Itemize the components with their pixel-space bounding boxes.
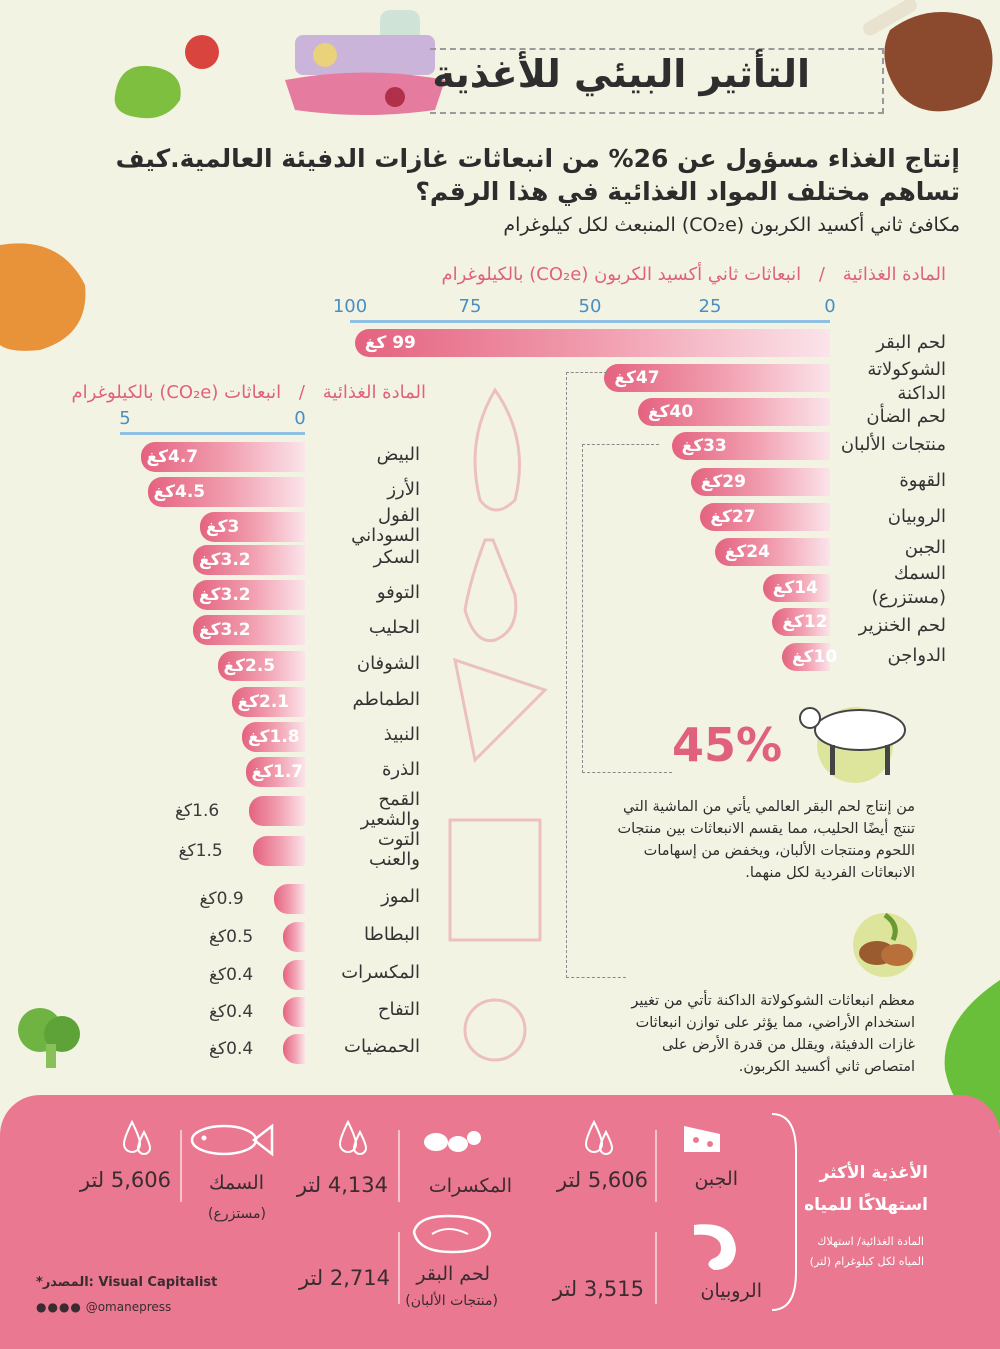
chart2-header (72, 382, 426, 403)
water-item-name: الجبن (694, 1168, 738, 1190)
subheadline: مكافئ ثاني أكسيد الكربون (CO₂e) المنبعث لكل كيلوغرام (503, 214, 960, 236)
chart2-category-label: الذرة (381, 759, 420, 780)
water-separator (655, 1232, 657, 1304)
chart1-bar-label: 10كغ (792, 647, 838, 667)
chart2-category-label: الموز (381, 886, 420, 907)
chart1-axis-line (350, 320, 830, 323)
chart2-bar-label: 1.8كغ (248, 727, 300, 747)
chart2-bar-label: 0.4كغ (209, 1002, 254, 1022)
chart1-tick-label: 75 (458, 296, 482, 317)
chart2-bar-label: 4.7كغ (146, 447, 199, 467)
water-item-name: السمك (208, 1172, 264, 1194)
social-handle-row (36, 1300, 171, 1314)
water-item-value: 4,134 لتر (296, 1173, 388, 1197)
chart1-category-label: لحم الضأن (866, 406, 946, 427)
chart2-tick-label: 5 (119, 408, 131, 429)
chart2-category-label: الطماطم (352, 689, 420, 710)
chart2-category-label: التفاح (377, 999, 420, 1020)
chart2-tick-label: 0 (294, 408, 306, 429)
dairy-connector (582, 444, 659, 773)
chart2-category-label: البيض (376, 444, 420, 465)
chart1-bar-label: 40كغ (648, 402, 694, 422)
chart1-header-value: انبعاثات ثاني أكسيد الكربون (CO₂e) بالكيلوغرام (441, 264, 802, 285)
chart1-bar-label: 47كغ (614, 368, 660, 388)
water-separator (398, 1130, 400, 1202)
chart2-header-sep: / (298, 382, 305, 403)
chart2-bar (274, 884, 306, 914)
chart1-category-label: الشوكولاتة الداكنة (867, 359, 946, 404)
source-text: *المصدر: Visual Capitalist (36, 1275, 218, 1290)
chart2-category-label: الشوفان (356, 653, 420, 674)
water-item-value: 2,714 لتر (298, 1266, 390, 1290)
lettuce-leaf-icon (110, 55, 190, 125)
chart1-header (441, 264, 946, 285)
chart1-header-food: المادة الغذائية (842, 264, 946, 285)
chart2-category-label: الحمضيات (344, 1036, 420, 1057)
chart1-tick-label: 0 (824, 296, 836, 317)
chart2-header-food: المادة الغذائية (322, 382, 426, 403)
shrimp-icon (684, 1215, 744, 1275)
chart1-category-label: الدواجن (887, 645, 946, 666)
chart1-category-label: لحم الخنزير (858, 615, 946, 636)
chicken-icon (0, 235, 90, 355)
chart2-category-label: الفول السوداني (351, 505, 420, 546)
water-item-name: المكسرات (428, 1175, 512, 1197)
chart2-header-value: انبعاثات (CO₂e) بالكيلوغرام (71, 382, 282, 403)
chart1-category-label: السمك (مستزرع) (871, 563, 946, 608)
tomato-icon (182, 32, 222, 72)
chart2-bar (283, 922, 305, 952)
water-bracket (770, 1112, 800, 1312)
chart1-bar-label: 27كغ (710, 507, 756, 527)
chart1-ticks (0, 296, 1000, 318)
chart1-category-label: الجبن (904, 537, 946, 558)
page-title: التأثير البيئي للأغذية (432, 52, 810, 96)
chart1-bar-label: 33كغ (681, 436, 727, 456)
beef-dairy-percent: 45% (672, 718, 783, 772)
chart2-bar-label: 4.5كغ (153, 482, 206, 502)
dairy-connector-bottom (582, 772, 672, 773)
chart2-category-label: التوت والعنب (369, 829, 420, 870)
chart2-bar (253, 836, 306, 866)
chocolate-note: معظم انبعاثات الشوكولاتة الداكنة تأتي من تغيير استخدام الأراضي، مما يؤثر على توازن انبعاثات غازات الدفيئة، ويقلل من قدرة الأرض على امتصاص ثاني أكسيد الكربون. (631, 993, 915, 1075)
chart2-category-label: السكر (373, 547, 420, 568)
chart1-category-label: منتجات الألبان (840, 434, 946, 455)
cheese-icon (680, 1122, 724, 1158)
cocoa-icon (845, 905, 925, 980)
chart2-bar-label: 0.9كغ (199, 889, 244, 909)
chart2-bar-label: 3.2كغ (199, 585, 251, 605)
water-item-value: 5,606 لتر (556, 1168, 648, 1192)
chart1-bar-label: 24كغ (724, 542, 770, 562)
water-separator (655, 1130, 657, 1202)
chart1-tick-label: 25 (698, 296, 722, 317)
chart1-category-label: لحم البقر (876, 332, 946, 353)
chart2-category-label: الأرز (387, 479, 420, 500)
water-item-name: الروبيان (700, 1280, 762, 1302)
cow-icon (785, 690, 925, 785)
chart2-category-label: القمح والشعير (360, 789, 420, 830)
chart2-bar-label: 1.7كغ (251, 762, 304, 782)
fish-icon (186, 1120, 274, 1160)
chart2-bar (283, 960, 305, 990)
chart1-bar (355, 329, 830, 357)
chart1-bar-label: 99 كغ (364, 333, 416, 353)
chart2-category-label: المكسرات (341, 962, 420, 983)
chart1-tick-label: 50 (578, 296, 602, 317)
social-icons: ●●●● (36, 1300, 82, 1314)
chart2-bar-label: 2.5كغ (223, 656, 276, 676)
nuts-icon (420, 1122, 484, 1158)
chart1-category-label: الروبيان (887, 506, 946, 527)
chart2-bar-label: 0.4كغ (209, 1039, 254, 1059)
chart2-bar-label: 2.1كغ (237, 692, 290, 712)
chart2-axis-line (120, 432, 305, 435)
chart1-bar-label: 12كغ (782, 612, 828, 632)
chart2-category-label: الحليب (368, 617, 420, 638)
water-title (804, 1163, 928, 1215)
water-separator (398, 1232, 400, 1304)
water-item-value: 5,606 لتر (79, 1168, 171, 1192)
food-tray-icon (285, 5, 445, 115)
chart2-category-label: البطاطا (364, 924, 420, 945)
beef-dairy-note: من إنتاج لحم البقر العالمي يأتي من الماشية التي تنتج أيضًا الحليب، مما يقسم الانبعاثات بين منتجات اللحوم ومنتجات الألبان، ويخفض من إسهامات الانبعاثات الفردية لكل منهما. (617, 799, 915, 881)
chart2-bar-label: 0.4كغ (209, 965, 254, 985)
chart1-tick-label: 100 (332, 296, 368, 317)
water-drop-icon (336, 1118, 372, 1162)
water-item-sub: (مستزرع) (208, 1206, 266, 1222)
water-drop-icon (120, 1118, 156, 1162)
chart2-bar (249, 796, 305, 826)
broccoli-icon (10, 1000, 90, 1070)
chart2-bar-label: 3.2كغ (199, 620, 251, 640)
water-drop-icon (582, 1118, 618, 1162)
water-title-line2: استهلاكًا للمياه (804, 1195, 928, 1215)
chart2-bar-label: 1.6كغ (175, 801, 220, 821)
chart2-category-label: التوفو (376, 582, 420, 603)
headline: إنتاج الغذاء مسؤول عن 26% من انبعاثات غازات الدفيئة العالمية.كيف تساهم مختلف المواد الغذائية في هذا الرقم؟ (115, 144, 960, 206)
chart2-bar-label: 3كغ (206, 517, 240, 537)
chart2-ticks (0, 408, 1000, 430)
steak-icon (408, 1212, 494, 1256)
water-legend: المادة الغذائية/ استهلاك المياه لكل كيلوغرام (لتر) (809, 1235, 924, 1268)
chart2-category-label: النبيذ (383, 724, 420, 745)
water-item-sub: (منتجات الألبان) (405, 1293, 498, 1309)
chart2-bar-label: 1.5كغ (178, 841, 223, 861)
chart2-bar-label: 0.5كغ (209, 927, 254, 947)
water-item-name: لحم البقر (416, 1263, 490, 1285)
water-item-value: 3,515 لتر (552, 1277, 644, 1301)
social-handle: @omanepress (85, 1300, 172, 1314)
chart2-bar (283, 997, 305, 1027)
chocolate-connector-bottom (566, 977, 626, 978)
chart2-bar (283, 1034, 305, 1064)
chart2-bar-label: 3.2كغ (199, 550, 251, 570)
water-title-line1: الأغذية الأكثر (819, 1163, 928, 1183)
water-separator (180, 1130, 182, 1202)
chart1-header-sep: / (818, 264, 825, 285)
chart1-bar-label: 29كغ (700, 472, 746, 492)
background-food-outlines (435, 380, 565, 1080)
chart1-category-label: القهوة (899, 470, 946, 491)
chart1-bar-label: 14كغ (772, 578, 818, 598)
